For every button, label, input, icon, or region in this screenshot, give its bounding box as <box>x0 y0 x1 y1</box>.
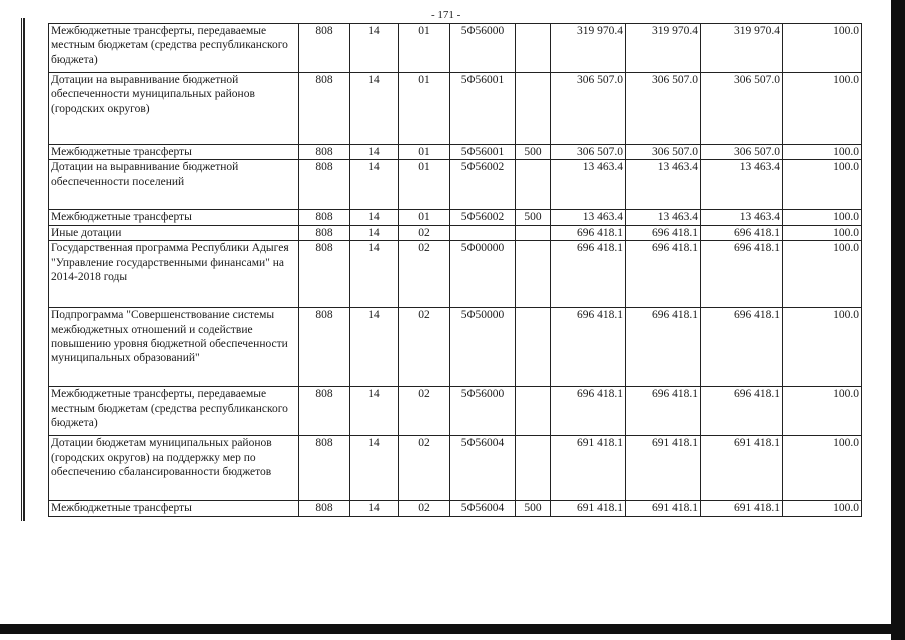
admin-code: 808 <box>299 210 350 225</box>
amount-1: 306 507.0 <box>551 73 626 145</box>
amount-3: 319 970.4 <box>701 24 783 73</box>
percent: 100.0 <box>783 145 862 160</box>
subsection-code: 01 <box>399 24 450 73</box>
target-article-code: 5Ф00000 <box>450 241 516 308</box>
subsection-code: 02 <box>399 387 450 436</box>
section-code: 14 <box>350 24 399 73</box>
amount-2: 696 418.1 <box>626 225 701 240</box>
section-code: 14 <box>350 145 399 160</box>
expense-type-code <box>516 241 551 308</box>
section-code: 14 <box>350 308 399 387</box>
amount-2: 306 507.0 <box>626 145 701 160</box>
section-code: 14 <box>350 241 399 308</box>
target-article-code: 5Ф56000 <box>450 387 516 436</box>
amount-2: 13 463.4 <box>626 160 701 210</box>
percent: 100.0 <box>783 225 862 240</box>
percent: 100.0 <box>783 160 862 210</box>
subsection-code: 02 <box>399 501 450 516</box>
section-code: 14 <box>350 210 399 225</box>
expense-type-code: 500 <box>516 501 551 516</box>
amount-3: 696 418.1 <box>701 308 783 387</box>
amount-3: 691 418.1 <box>701 436 783 501</box>
table-row <box>49 210 862 225</box>
table-row <box>49 145 862 160</box>
table-row <box>49 436 862 501</box>
row-name: Межбюджетные трансферты <box>49 145 299 160</box>
amount-1: 306 507.0 <box>551 145 626 160</box>
section-code: 14 <box>350 160 399 210</box>
target-article-code: 5Ф56001 <box>450 145 516 160</box>
budget-table <box>48 23 862 517</box>
subsection-code: 02 <box>399 436 450 501</box>
row-name: Дотации на выравнивание бюджетной обеспеченности поселений <box>49 160 299 210</box>
amount-1: 691 418.1 <box>551 436 626 501</box>
expense-type-code: 500 <box>516 210 551 225</box>
amount-2: 696 418.1 <box>626 308 701 387</box>
amount-1: 319 970.4 <box>551 24 626 73</box>
admin-code: 808 <box>299 160 350 210</box>
section-code: 14 <box>350 225 399 240</box>
amount-2: 696 418.1 <box>626 241 701 308</box>
table-row <box>49 241 862 308</box>
admin-code: 808 <box>299 24 350 73</box>
target-article-code: 5Ф56004 <box>450 436 516 501</box>
percent: 100.0 <box>783 24 862 73</box>
admin-code: 808 <box>299 308 350 387</box>
amount-1: 13 463.4 <box>551 160 626 210</box>
percent: 100.0 <box>783 308 862 387</box>
amount-1: 696 418.1 <box>551 387 626 436</box>
amount-1: 696 418.1 <box>551 308 626 387</box>
admin-code: 808 <box>299 436 350 501</box>
amount-3: 696 418.1 <box>701 241 783 308</box>
row-name: Межбюджетные трансферты, передаваемые местным бюджетам (средства республиканского бюджета) <box>49 387 299 436</box>
target-article-code: 5Ф56002 <box>450 210 516 225</box>
percent: 100.0 <box>783 436 862 501</box>
target-article-code <box>450 225 516 240</box>
subsection-code: 02 <box>399 241 450 308</box>
scan-edge-bottom <box>0 624 905 634</box>
table-row <box>49 24 862 73</box>
amount-2: 691 418.1 <box>626 501 701 516</box>
percent: 100.0 <box>783 241 862 308</box>
percent: 100.0 <box>783 387 862 436</box>
amount-3: 696 418.1 <box>701 387 783 436</box>
target-article-code: 5Ф56000 <box>450 24 516 73</box>
amount-3: 13 463.4 <box>701 160 783 210</box>
expense-type-code <box>516 308 551 387</box>
table-row <box>49 160 862 210</box>
admin-code: 808 <box>299 501 350 516</box>
left-margin-rule <box>23 18 25 521</box>
row-name: Дотации бюджетам муниципальных районов (городских округов) на поддержку мер по обеспечению сбалансированности бюджетов <box>49 436 299 501</box>
expense-type-code <box>516 24 551 73</box>
target-article-code: 5Ф50000 <box>450 308 516 387</box>
row-name: Межбюджетные трансферты <box>49 210 299 225</box>
expense-type-code: 500 <box>516 145 551 160</box>
budget-table-body <box>49 24 862 517</box>
table-row <box>49 501 862 516</box>
admin-code: 808 <box>299 145 350 160</box>
target-article-code: 5Ф56001 <box>450 73 516 145</box>
amount-1: 13 463.4 <box>551 210 626 225</box>
expense-type-code <box>516 73 551 145</box>
subsection-code: 01 <box>399 160 450 210</box>
row-name: Межбюджетные трансферты, передаваемые местным бюджетам (средства республиканского бюджета) <box>49 24 299 73</box>
amount-1: 696 418.1 <box>551 225 626 240</box>
admin-code: 808 <box>299 387 350 436</box>
subsection-code: 01 <box>399 145 450 160</box>
target-article-code: 5Ф56002 <box>450 160 516 210</box>
amount-1: 691 418.1 <box>551 501 626 516</box>
amount-3: 306 507.0 <box>701 145 783 160</box>
subsection-code: 02 <box>399 225 450 240</box>
admin-code: 808 <box>299 73 350 145</box>
table-row <box>49 387 862 436</box>
amount-3: 691 418.1 <box>701 501 783 516</box>
admin-code: 808 <box>299 225 350 240</box>
row-name: Межбюджетные трансферты <box>49 501 299 516</box>
amount-2: 319 970.4 <box>626 24 701 73</box>
expense-type-code <box>516 225 551 240</box>
row-name: Иные дотации <box>49 225 299 240</box>
section-code: 14 <box>350 73 399 145</box>
amount-2: 691 418.1 <box>626 436 701 501</box>
scan-edge-right <box>891 0 905 640</box>
expense-type-code <box>516 387 551 436</box>
expense-type-code <box>516 160 551 210</box>
target-article-code: 5Ф56004 <box>450 501 516 516</box>
row-name: Подпрограмма "Совершенствование системы межбюджетных отношений и содействие повышению уровня бюджетной обеспеченности муниципальных образований" <box>49 308 299 387</box>
amount-3: 13 463.4 <box>701 210 783 225</box>
section-code: 14 <box>350 501 399 516</box>
subsection-code: 01 <box>399 210 450 225</box>
amount-1: 696 418.1 <box>551 241 626 308</box>
percent: 100.0 <box>783 501 862 516</box>
percent: 100.0 <box>783 73 862 145</box>
admin-code: 808 <box>299 241 350 308</box>
table-row <box>49 225 862 240</box>
table-row <box>49 308 862 387</box>
amount-2: 13 463.4 <box>626 210 701 225</box>
row-name: Дотации на выравнивание бюджетной обеспеченности муниципальных районов (городских округов) <box>49 73 299 145</box>
amount-3: 306 507.0 <box>701 73 783 145</box>
percent: 100.0 <box>783 210 862 225</box>
subsection-code: 01 <box>399 73 450 145</box>
amount-3: 696 418.1 <box>701 225 783 240</box>
expense-type-code <box>516 436 551 501</box>
page-number: - 171 - <box>431 9 461 21</box>
table-row <box>49 73 862 145</box>
amount-2: 306 507.0 <box>626 73 701 145</box>
section-code: 14 <box>350 436 399 501</box>
left-margin-rule <box>21 18 22 521</box>
section-code: 14 <box>350 387 399 436</box>
subsection-code: 02 <box>399 308 450 387</box>
amount-2: 696 418.1 <box>626 387 701 436</box>
row-name: Государственная программа Республики Адыгея "Управление государственными финансами" на 2014-2018 годы <box>49 241 299 308</box>
